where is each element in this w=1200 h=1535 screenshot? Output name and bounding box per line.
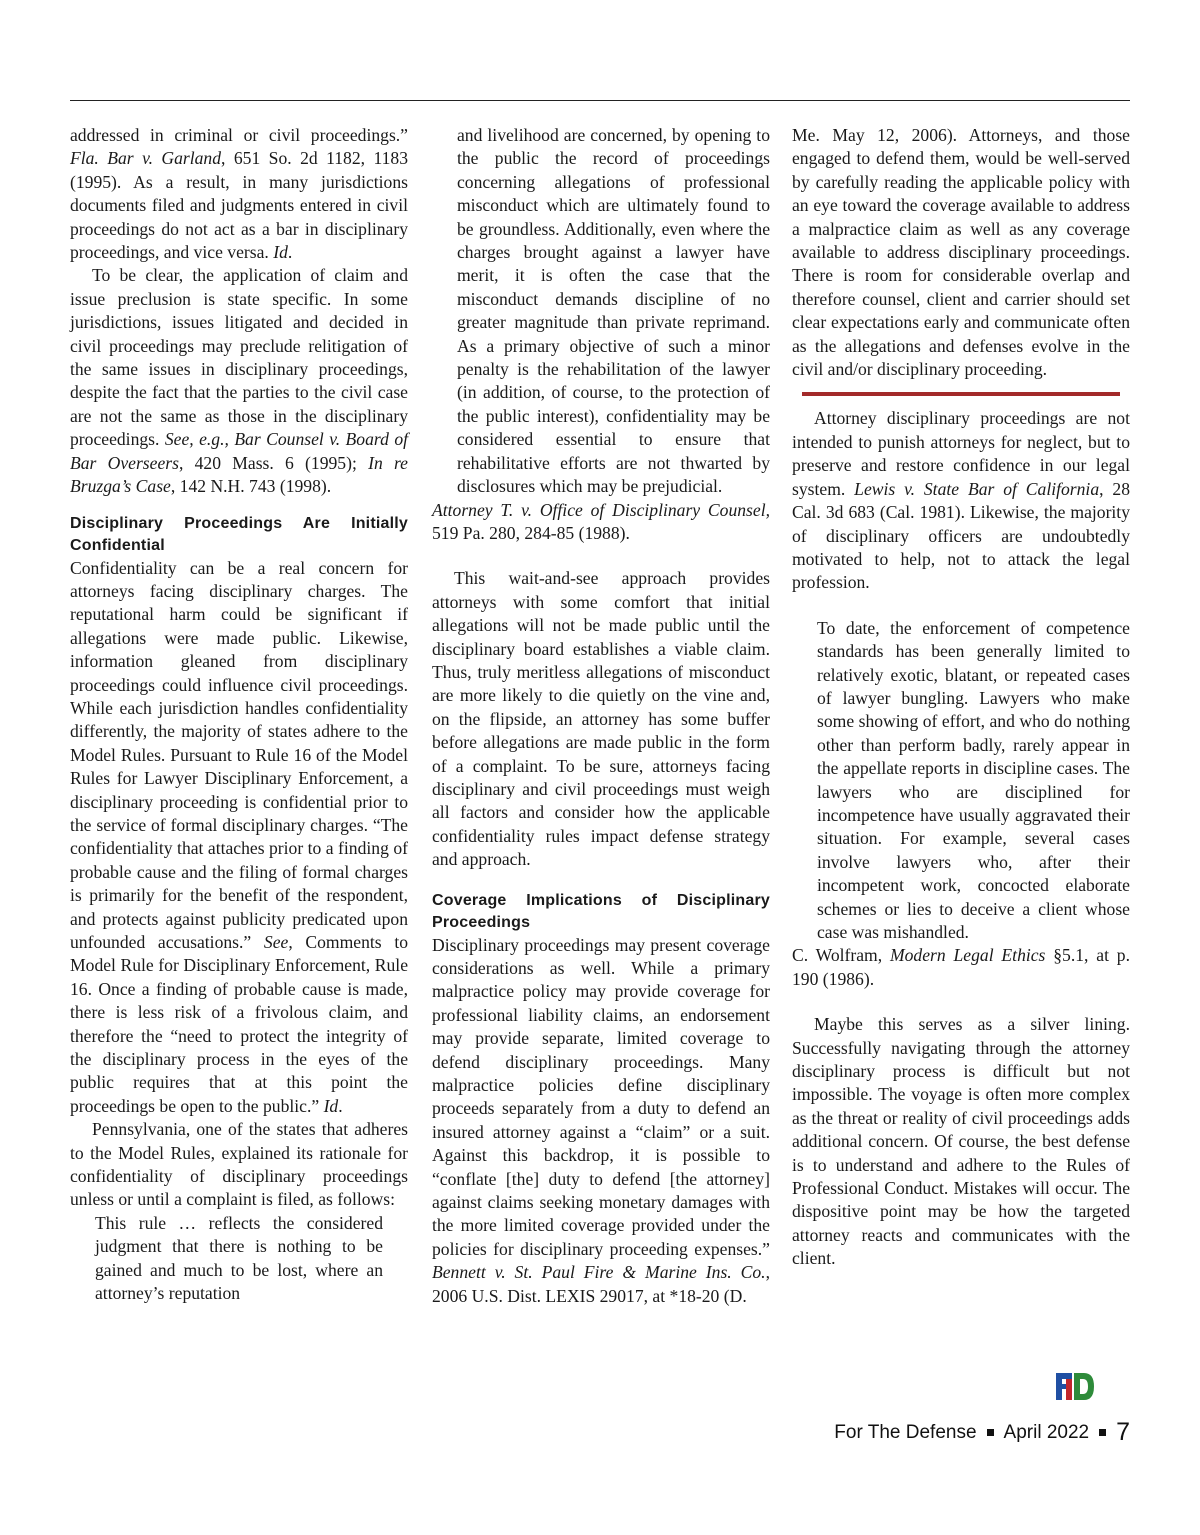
issue-date: April 2022 (1003, 1421, 1090, 1443)
quote-citation: Attorney T. v. Office of Disciplinary Counsel, 519 Pa. 280, 284-85 (1988). (432, 499, 770, 543)
page-number: 7 (1116, 1418, 1130, 1446)
paragraph: Maybe this serves as a silver lining. Successfully navigating through the attorney disciplinary process is difficult but not impossible. The voyage is often more complex as the threat or reality of civil proceedings adds additional concern. Of course, the best defense is to understand and adhere to the Rules of Professional Conduct. Mistakes will occur. The dispositive point may be how the targeted attorney reacts and communicates with the client. (792, 1014, 1130, 1269)
paragraph: addressed in criminal or civil proceedings.” Fla. Bar v. Garland, 651 So. 2d 1182, 1183 (1995). As a result, in many jurisdictions documents filed and judgments entered in civil proceedings do not act as a bar in disciplinary proceedings, and vice versa. Id. (70, 125, 408, 263)
ftd-logo-icon (1054, 1370, 1096, 1402)
paragraph: To be clear, the application of claim and issue preclusion is state specific. In some jurisdictions, issues litigated and decided in civil proceedings may preclude relitigation of the same issues in disciplinary proceedings, despite the fact that the parties to the civil case are not the same as those in the disciplinary proceedings. See, e.g., Bar Counsel v. Board of Bar Overseers, 420 Mass. 6 (1995); In re Bruzga’s Case, 142 N.H. 743 (1998). (70, 265, 409, 497)
block-quote: and livelihood are concerned, by opening to the public the record of proceedings concerning allegations of professional misconduct which are ultimately found to be groundless. Additionally, even where the charges brought against a lawyer have merit, it is often the case that the misconduct demands discipline of no greater magnitude than private reprimand. As a primary objective of such a minor penalty is the rehabilitation of the lawyer (in addition, of course, to the protection of the public interest), confidentiality may be considered essential to ensure that rehabilitative efforts are not thwarted by disclosures which may be prejudicial. (457, 125, 770, 497)
publication-name: For The Defense (834, 1421, 977, 1443)
paragraph: Me. May 12, 2006). Attorneys, and those engaged to defend them, would be well-served by carefully reading the applicable policy with an eye toward the coverage available to address a malpractice claim as well as any coverage available to address disciplinary proceedings. There is room for considerable overlap and therefore counsel, client and carrier should set clear expectations early and communicate often as the allegations and defenses evolve in the civil and/or disciplinary proceeding. (792, 125, 1130, 380)
column-1 (70, 124, 408, 1306)
column-2 (432, 124, 770, 1308)
paragraph: This wait-and-see approach provides attorneys with some comfort that initial allegations will not be made public until the disciplinary board establishes a viable claim. Thus, truly meritless allegations of misconduct are more likely to die quietly on the vine and, on the flipside, an attorney has some buffer before allegations are made public in the form of a complaint. To be sure, attorneys facing disciplinary and civil proceedings must weigh all factors and consider how the applicable confidentiality rules impact defense strategy and approach. (432, 568, 770, 870)
column-3 (792, 124, 1130, 1271)
section-heading: Disciplinary Proceedings Are Initially Confidential (70, 514, 408, 554)
paragraph: Confidentiality can be a real concern for attorneys facing disciplinary charges. The reputational harm could be significant if allegations were made public. Likewise, information gleaned from disciplinary proceedings could influence civil proceedings. While each jurisdiction handles confidentiality differently, the majority of states adhere to the Model Rules. Pursuant to Rule 16 of the Model Rules for Lawyer Disciplinary Enforcement, a disciplinary proceeding is confidential prior to the service of formal disciplinary charges. “The confidentiality that attaches prior to a finding of probable cause and the filing of formal charges is primarily for the benefit of the respondent, and protects against publicity predicated upon unfounded accusations.” See, Comments to Model Rule for Disciplinary Enforcement, Rule 16. Once a finding of probable cause is made, there is less risk of a frivolous claim, and therefore the “need to protect the integrity of the disciplinary process in the eyes of the public requires that at this point the proceedings be open to the public.” Id. (70, 557, 408, 1116)
square-bullet-icon (1099, 1429, 1106, 1436)
block-quote: This rule … reflects the considered judgment that there is nothing to be gained and much to be lost, where an attorney’s reputation (95, 1212, 383, 1304)
square-bullet-icon (987, 1429, 994, 1436)
section-heading: Coverage Implications of Disciplinary Proceedings (432, 891, 770, 931)
paragraph: Disciplinary proceedings may present coverage considerations as well. While a primary malpractice policy may provide coverage for professional liability claims, an endorsement may provide separate, limited coverage to defend disciplinary proceedings. Many malpractice policies define disciplinary proceeds separately from a duty to defend an insured attorney against a “claim” or a suit. Against this backdrop, it is possible to “conflate [the] duty to defend [the attorney] against claims seeking monetary damages with the more limited coverage provided under the policies for disciplinary proceeding expenses.” Bennett v. St. Paul Fire & Marine Ins. Co., 2006 U.S. Dist. LEXIS 29017, at *18-20 (D. (432, 934, 770, 1306)
section-divider (802, 392, 1120, 396)
top-rule (70, 100, 1130, 101)
block-quote: To date, the enforcement of competence standards has been generally limited to relatively exotic, blatant, or repeated cases of lawyer bungling. Lawyers who make some showing of effort, and who do nothing other than perform badly, rarely appear in the appellate reports in discipline cases. The lawyers who are disciplined for incompetence have usually aggravated their situation. For example, several cases involve lawyers who, after their incompetent work, concocted elaborate schemes or lies to deceive a client whose case was mishandled. (817, 617, 1130, 942)
paragraph: Pennsylvania, one of the states that adheres to the Model Rules, explained its rationale for confidentiality of disciplinary proceedings unless or until a complaint is filed, as follows: (70, 1119, 408, 1210)
quote-citation: C. Wolfram, Modern Legal Ethics §5.1, at p. 190 (1986). (792, 945, 1130, 989)
paragraph: Attorney disciplinary proceedings are not intended to punish attorneys for neglect, but to preserve and restore confidence in our legal system. Lewis v. State Bar of California, 28 Cal. 3d 683 (Cal. 1981). Likewise, the majority of disciplinary officers are undoubtedly motivated to help, not to attack the legal profession. (792, 408, 1130, 593)
page-footer (834, 1418, 1130, 1447)
